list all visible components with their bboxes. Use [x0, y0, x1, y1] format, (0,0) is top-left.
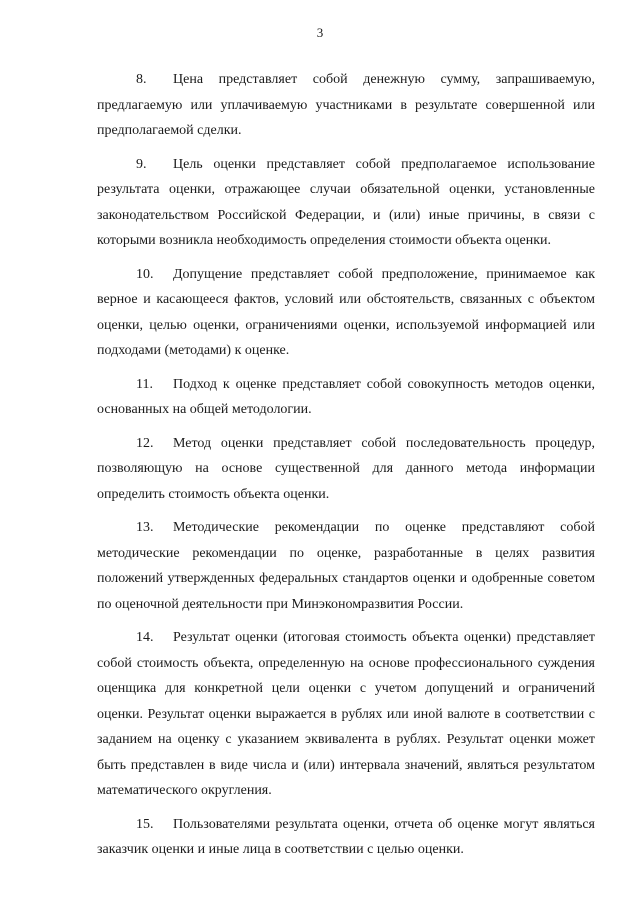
page-number: 3: [316, 25, 324, 40]
document-body: [97, 67, 595, 871]
paragraph-8: [97, 67, 595, 144]
paragraph-12: [97, 431, 595, 508]
paragraph-text: Подход к оценке представляет собой совокупность методов оценки, основанных на общей методологии.: [97, 376, 595, 417]
paragraph-text: Результат оценки (итоговая стоимость объекта оценки) представляет собой стоимость объекта, определенную на основе профессионального суждения оценщика для конкретной цели оценки с учетом допущений и ограничений оценки. Результат оценки выражается в рублях или иной валюте в соответствии с заданием на оценку с указанием эквивалента в рублях. Результат оценки может быть представлен в виде числа и (или) интервала значений, являться результатом математического округления.: [97, 630, 595, 798]
paragraph-11: [97, 372, 595, 423]
paragraph-number: 13.: [136, 520, 154, 535]
paragraph-14: [97, 625, 595, 804]
paragraph-9: [97, 152, 595, 254]
paragraph-text: Пользователями результата оценки, отчета об оценке могут являться заказчик оценки и иные лица в соответствии с целью оценки.: [97, 816, 595, 857]
paragraph-number: 12.: [136, 435, 154, 451]
paragraph-text: Цель оценки представляет собой предполагаемое использование результата оценки, отражающее случаи обязательной оценки, установленные законодательством Российской Федерации, и (или) иные причины, в связи с которыми возникла необходимость определения стоимости объекта оценки.: [97, 156, 595, 248]
paragraph-number: 9.: [136, 156, 147, 172]
paragraph-number: 11.: [136, 376, 153, 392]
paragraph-10: [97, 262, 595, 364]
paragraph-text: Метод оценки представляет собой последовательность процедур, позволяющую на основе существенной для данного метода информации определить стоимость объекта оценки.: [97, 435, 595, 502]
paragraph-number: 10.: [136, 266, 154, 282]
paragraph-15: [97, 812, 595, 863]
paragraph-text: Цена представляет собой денежную сумму, запрашиваемую, предлагаемую или уплачиваемую участниками в результате совершенной или предполагаемой сделки.: [97, 72, 595, 138]
paragraph-text: Допущение представляет собой предположение, принимаемое как верное и касающееся фактов, условий или обстоятельств, связанных с объектом оценки, целью оценки, ограничениями оценки, используемой информацией или подходами (методами) к оценке.: [97, 266, 595, 358]
paragraph-13: [97, 515, 595, 617]
paragraph-number: 15.: [136, 816, 154, 832]
paragraph-number: 14.: [136, 630, 154, 645]
paragraph-text: Методические рекомендации по оценке представляют собой методические рекомендации по оценке, разработанные в целях развития положений утвержденных федеральных стандартов оценки и одобренные советом по оценочной деятельности при Минэкономразвития России.: [97, 520, 595, 612]
paragraph-number: 8.: [136, 72, 147, 87]
